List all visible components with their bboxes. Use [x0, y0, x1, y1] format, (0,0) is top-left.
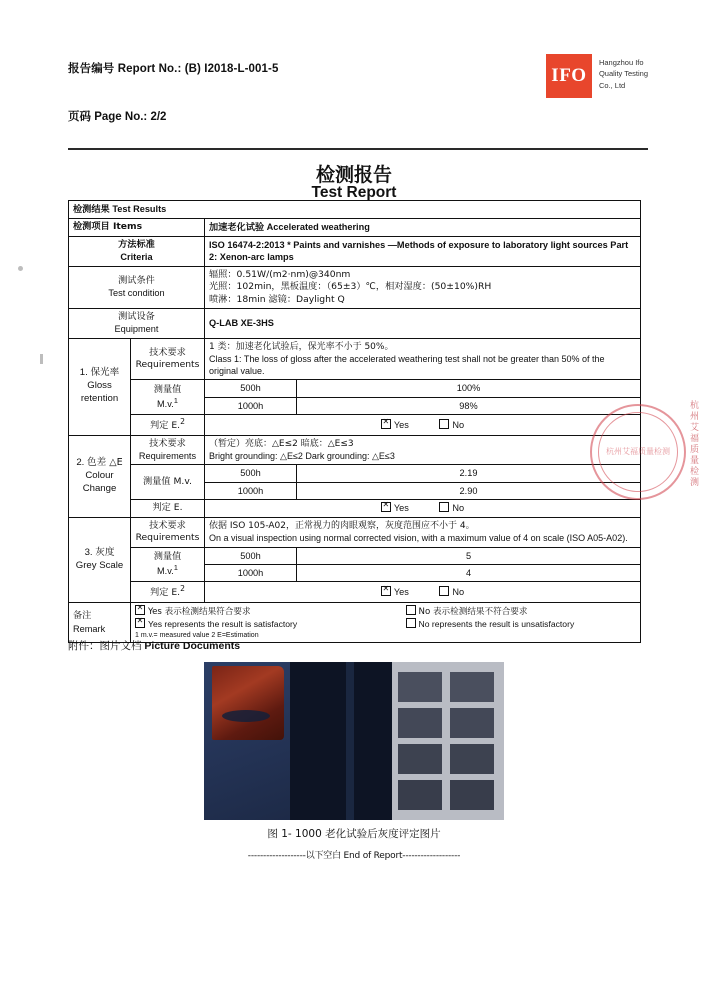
remark-line-2-left: Yes represents the result is satisfactory	[148, 619, 298, 630]
section-1-judge-text: 判定 E.	[150, 420, 181, 432]
photo-panel-column	[392, 662, 504, 820]
section-3-req-text	[205, 517, 641, 547]
remark-line-2-right: No represents the result is unsatisfactory	[418, 619, 575, 630]
section-1-judge-label	[131, 415, 205, 435]
photo-swatch	[398, 672, 442, 702]
section-3-no-option[interactable]	[439, 587, 464, 597]
section-3-name-zh: 灰度	[95, 546, 115, 558]
section-1-name	[69, 338, 131, 435]
section-1-yes-option[interactable]	[381, 420, 409, 430]
section-1-mv-sup: 1	[173, 396, 178, 406]
page-number-label-zh: 页码	[68, 109, 91, 123]
scan-artifact	[18, 266, 23, 271]
table-row	[69, 380, 641, 397]
table-row	[69, 236, 641, 266]
company-line-2: Quality Testing	[598, 69, 648, 79]
checkbox-checked-icon	[135, 618, 145, 628]
section-3-row-1-hours: 500h	[205, 547, 297, 564]
test-condition-label-en: Test condition	[108, 288, 165, 299]
section-3-judge-label	[131, 582, 205, 602]
section-3-req-text-en: On a visual inspection using normal corrected vision, with a maximum value of 4 on scale (ISO A05-A02).	[209, 533, 628, 544]
section-3-mv-sup: 1	[173, 563, 178, 573]
test-results-table	[68, 200, 641, 643]
section-3-judge-sup: 2	[180, 584, 185, 594]
test-condition-label-zh: 测试条件	[118, 274, 155, 286]
section-1-row-2-hours: 1000h	[205, 397, 297, 414]
company-line-3: Co., Ltd	[598, 80, 626, 90]
checkbox-icon	[406, 605, 416, 615]
table-row	[69, 465, 641, 482]
criteria-label-en: Criteria	[120, 252, 153, 263]
items-value: 加速老化试验 Accelerated weathering	[205, 219, 641, 236]
section-1-row-1-hours: 500h	[205, 380, 297, 397]
photo-fabric-sample	[212, 666, 284, 740]
section-3-no-label: No	[452, 586, 465, 597]
section-2-req-label-en: Requirements	[138, 450, 197, 461]
checkbox-checked-icon[interactable]	[381, 502, 391, 512]
table-row	[69, 266, 641, 308]
section-2-row-1-value: 2.19	[297, 465, 641, 482]
section-2-no: 2.	[76, 456, 85, 468]
photo-background-left	[204, 662, 290, 820]
section-1-no: 1.	[79, 367, 88, 379]
results-header-en: Test Results	[112, 204, 167, 214]
section-3-name	[69, 517, 131, 602]
table-row	[69, 219, 641, 236]
criteria-label-zh: 方法标准	[118, 238, 155, 250]
section-2-req-label	[131, 435, 205, 465]
page-number-line	[68, 108, 166, 124]
section-1-req-text	[205, 338, 641, 379]
company-name-block	[599, 54, 648, 91]
page-number-value: : 2/2	[143, 111, 167, 123]
section-3-yes-option[interactable]	[381, 587, 409, 597]
end-of-report: -------------------以下空白 End of Report-------------------	[247, 851, 461, 861]
table-row	[69, 582, 641, 602]
photo-swatch	[450, 708, 494, 738]
header-divider	[68, 148, 648, 150]
section-1-mv-label	[131, 380, 205, 415]
table-row	[69, 308, 641, 338]
checkbox-checked-icon[interactable]	[381, 419, 391, 429]
section-3-req-label: 技术要求 Requirements	[131, 517, 205, 547]
attachment-label-en: Picture Documents	[144, 640, 241, 652]
section-3-yes-label: Yes	[393, 586, 409, 597]
section-1-no-label: No	[452, 419, 465, 430]
photo-caption: 图 1- 1000 老化试验后灰度评定图片	[267, 828, 441, 840]
remark-footnote: 1 m.v.= measured value 2 E=Estimation	[135, 632, 259, 640]
official-stamp	[590, 404, 686, 500]
checkbox-icon[interactable]	[439, 502, 449, 512]
section-1-name-en: Gloss retention	[80, 380, 119, 405]
table-row	[69, 517, 641, 547]
page-number-label-en: Page No.	[94, 111, 144, 123]
section-2-no-option[interactable]	[439, 503, 464, 513]
section-1-row-1-value: 100%	[297, 380, 641, 397]
section-2-judge-label: 判定 E.	[131, 500, 205, 517]
table-row	[69, 547, 641, 564]
equipment-value: Q-LAB XE-3HS	[205, 308, 641, 338]
section-2-mv-label: 测量值 M.v.	[131, 465, 205, 500]
remark-line-1-left: Yes 表示检测结果符合要求	[148, 606, 251, 617]
photo-swatch	[450, 744, 494, 774]
photo-swatch	[398, 744, 442, 774]
section-3-row-2-hours: 1000h	[205, 564, 297, 581]
test-condition-label	[69, 266, 205, 308]
items-label: 检测项目 Items	[69, 219, 205, 236]
document-header	[68, 58, 648, 123]
checkbox-icon[interactable]	[439, 419, 449, 429]
remark-content	[131, 602, 641, 643]
section-3-judge-text: 判定 E.	[150, 587, 181, 599]
company-logo	[546, 54, 648, 98]
test-condition-value	[205, 266, 641, 308]
table-row	[69, 201, 641, 219]
photo-swatch	[398, 780, 442, 810]
criteria-label	[69, 236, 205, 266]
report-number-value: : (B) I2018-L-001-5	[177, 63, 279, 75]
checkbox-icon[interactable]	[439, 586, 449, 596]
stamp-side-text: 杭州艾福质量检测	[688, 400, 698, 488]
checkbox-icon	[406, 618, 416, 628]
checkbox-checked-icon[interactable]	[381, 586, 391, 596]
section-1-req-text-en: Class 1: The loss of gloss after the accelerated weathering test shall not be greater than 50% of the original value.	[209, 353, 605, 377]
table-row	[69, 435, 641, 465]
section-3-mv-label	[131, 547, 205, 582]
section-1-judge-options	[205, 415, 641, 435]
criteria-value: ISO 16474-2:2013 * Paints and varnishes —Methods of exposure to laboratory light sources Part 2: Xenon-arc lamps	[205, 236, 641, 266]
section-1-name-zh: 保光率	[90, 367, 120, 379]
section-3-mv-label-zh: 测量值	[153, 550, 182, 562]
section-3-row-1-value: 5	[297, 547, 641, 564]
scan-artifact	[40, 354, 43, 364]
test-condition-line-3: 喷淋：18min 滤镜：Daylight Q	[209, 293, 345, 305]
section-2-req-label-zh: 技术要求	[149, 437, 186, 449]
remark-label	[69, 602, 131, 643]
section-1-no-option[interactable]	[439, 420, 464, 430]
section-2-name-en: Colour Change	[82, 469, 117, 494]
test-photo	[204, 662, 504, 820]
section-2-name-zh: 色差 △E	[87, 456, 123, 468]
table-row	[69, 500, 641, 517]
table-row	[69, 415, 641, 435]
section-3-mv-label-en: M.v.	[157, 566, 174, 577]
section-1-row-2-value: 98%	[297, 397, 641, 414]
section-3-name-en: Grey Scale	[75, 559, 124, 571]
section-2-no-label: No	[452, 503, 465, 514]
section-2-yes-label: Yes	[393, 503, 409, 514]
section-1-req-label: 技术要求 Requirements	[131, 338, 205, 379]
photo-dark-strip-1	[290, 662, 346, 820]
section-2-row-2-value: 2.90	[297, 482, 641, 499]
test-condition-line-1: 辐照：0.51W/(m2·nm)@340nm	[209, 268, 351, 280]
test-condition-line-2: 光照：102min，黑板温度：（65±3）℃，相对湿度：(50±10%)RH	[209, 281, 492, 293]
remark-line-1-right: No 表示检测结果不符合要求	[418, 606, 528, 617]
photo-swatch	[450, 780, 494, 810]
section-3-row-2-value: 4	[297, 564, 641, 581]
section-2-req-text	[205, 435, 641, 465]
attachment-heading	[68, 638, 240, 653]
equipment-label-zh: 测试设备	[118, 310, 155, 322]
section-1-mv-label-zh: 测量值	[153, 383, 182, 395]
section-2-row-2-hours: 1000h	[205, 482, 297, 499]
stamp-text: 杭州艾福质量检测	[606, 446, 670, 456]
section-2-row-1-hours: 500h	[205, 465, 297, 482]
report-number-label-en: Report No.	[117, 63, 178, 75]
page-title-en: Test Report	[311, 184, 397, 201]
section-1-yes-label: Yes	[393, 419, 409, 430]
section-3-req-text-zh: 依据 ISO 105-A02，正常视力的肉眼观察，灰度范围应不小于 4。	[209, 520, 475, 531]
section-1-judge-sup: 2	[180, 417, 185, 427]
section-3-no: 3.	[84, 546, 93, 558]
section-2-judge-options	[205, 500, 641, 517]
section-2-yes-option[interactable]	[381, 503, 409, 513]
photo-swatch	[450, 672, 494, 702]
photo-swatch	[398, 708, 442, 738]
table-row	[69, 602, 641, 643]
company-line-1: Hangzhou Ifo	[598, 58, 644, 67]
section-2-req-text-en: Bright grounding: △E≤2 Dark grounding: △E≤3	[209, 450, 395, 461]
page-title-zh: 检测报告	[315, 164, 392, 186]
attachment-label-zh: 附件：图片文档	[68, 640, 142, 652]
section-3-judge-options	[205, 582, 641, 602]
section-1-mv-label-en: M.v.	[157, 399, 174, 410]
table-row	[69, 338, 641, 379]
equipment-label	[69, 308, 205, 338]
results-header-cell	[69, 201, 641, 219]
checkbox-checked-icon	[135, 605, 145, 615]
remark-label-en: Remark	[73, 623, 106, 634]
section-2-name	[69, 435, 131, 517]
section-2-req-text-zh: （暂定）亮底：△E≤2 暗底：△E≤3	[209, 438, 354, 449]
equipment-label-en: Equipment	[114, 324, 159, 335]
ifo-logo-icon: IFO	[546, 54, 592, 98]
remark-label-zh: 备注	[73, 610, 92, 622]
results-header-zh: 检测结果	[73, 204, 110, 215]
report-number-label-zh: 报告编号	[68, 61, 115, 75]
section-1-req-text-zh: 1 类：加速老化试验后，保光率不小于 50%。	[209, 341, 394, 352]
